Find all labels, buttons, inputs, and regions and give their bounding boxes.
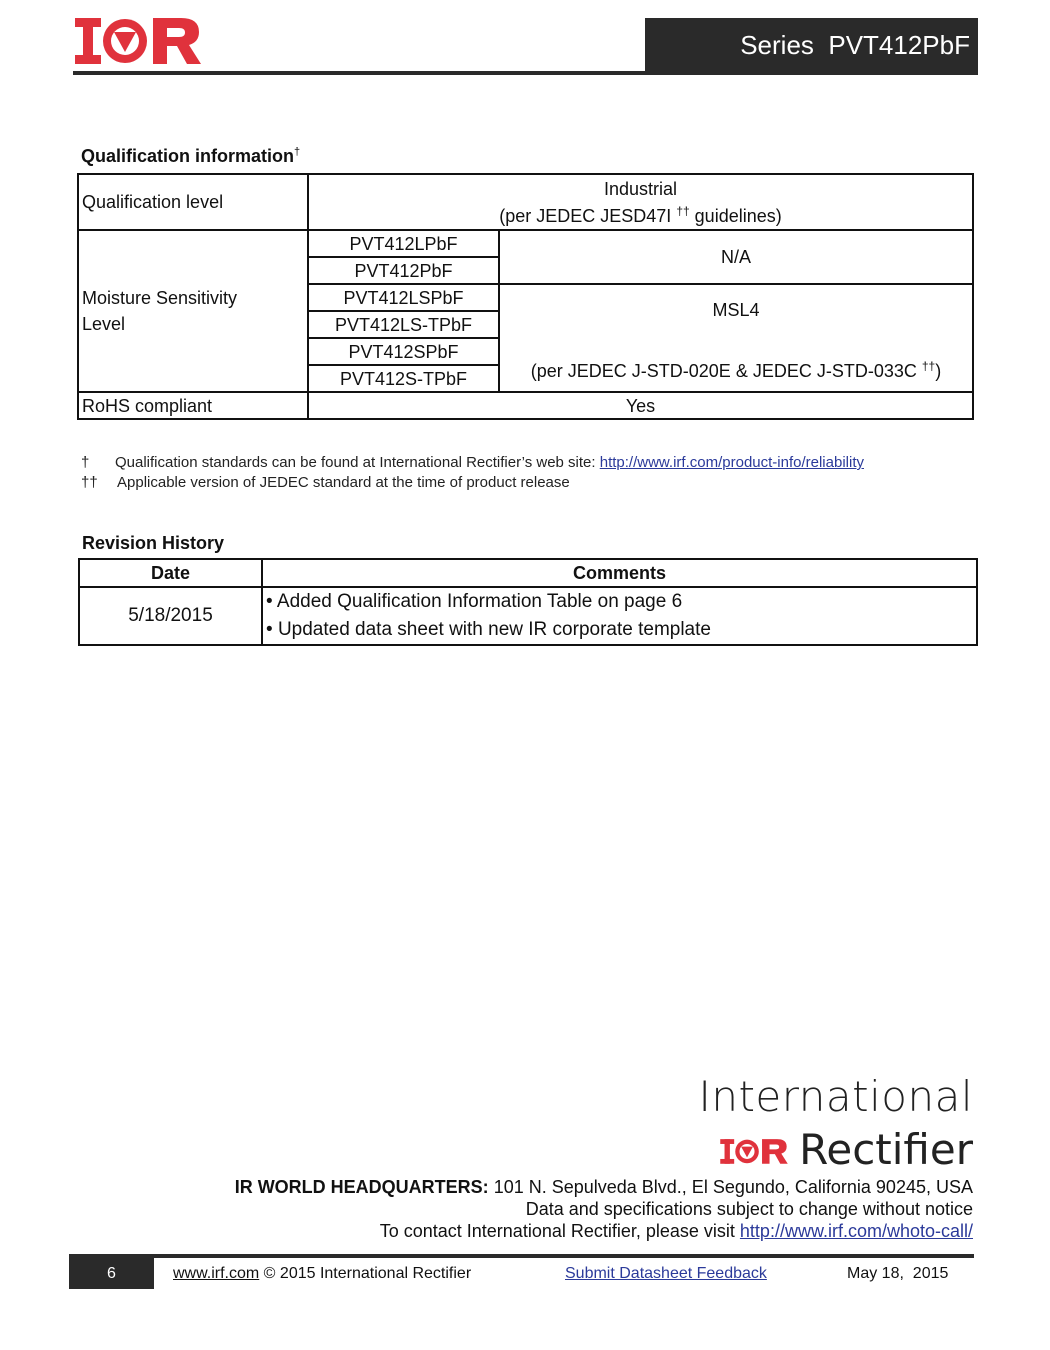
footnote-2: †† Applicable version of JEDEC standard at the time of product release xyxy=(81,474,570,491)
msl-label: Moisture Sensitivity Level xyxy=(78,230,308,392)
part-number: PVT412SPbF xyxy=(308,338,499,365)
brand-international: International xyxy=(698,1072,973,1121)
part-number: PVT412PbF xyxy=(308,257,499,284)
brand-rectifier: Rectifier xyxy=(799,1125,973,1174)
site-link[interactable]: www.irf.com xyxy=(173,1265,260,1282)
qualification-table xyxy=(77,173,974,420)
qualification-level-label: Qualification level xyxy=(78,174,308,230)
table-row xyxy=(78,174,973,230)
table-row xyxy=(78,230,973,257)
feedback-link-wrap xyxy=(565,1265,767,1283)
page-number: 6 xyxy=(107,1264,116,1282)
headquarters-address: IR WORLD HEADQUARTERS: 101 N. Sepulveda Blvd., El Segundo, California 90245, USA xyxy=(234,1177,973,1197)
spec-notice: Data and specifications subject to change without notice xyxy=(525,1199,973,1219)
revision-comments xyxy=(262,587,977,645)
list-item: • Updated data sheet with new IR corporate template xyxy=(266,619,711,640)
revision-date: 5/18/2015 xyxy=(79,587,262,645)
ir-logo xyxy=(73,14,203,70)
qualification-level-value: Industrial (per JEDEC JESD47I †† guidelines) xyxy=(308,174,973,230)
reliability-link[interactable]: http://www.irf.com/product-info/reliability xyxy=(599,454,864,471)
part-number: PVT412LPbF xyxy=(308,230,499,257)
revision-title: Revision History xyxy=(82,533,225,553)
page-number-box xyxy=(69,1258,154,1289)
part-number: PVT412S-TPbF xyxy=(308,365,499,392)
msl-value: MSL4 (per JEDEC J-STD-020E & JEDEC J-STD-033C ††) xyxy=(499,284,973,392)
column-header-date: Date xyxy=(79,559,262,587)
series-title: Series PVT412PbF xyxy=(740,30,970,60)
table-row xyxy=(79,587,977,645)
submit-feedback-link[interactable]: Submit Datasheet Feedback xyxy=(565,1265,767,1282)
footer-copyright: www.irf.com © 2015 International Rectifier xyxy=(173,1265,472,1282)
msl-na-value: N/A xyxy=(499,230,973,284)
part-number: PVT412LSPbF xyxy=(308,284,499,311)
footnote-1: † Qualification standards can be found at International Rectifier’s web site: http://www.irf.com/product-info/reliability xyxy=(81,454,864,471)
footer-rule xyxy=(69,1254,974,1258)
footer-date: May 18, 2015 xyxy=(847,1265,949,1282)
column-header-comments: Comments xyxy=(262,559,977,587)
brand-rectifier-row xyxy=(715,1125,973,1174)
contact-line: To contact International Rectifier, please visit http://www.irf.com/whoto-call/ xyxy=(379,1221,973,1241)
qualification-title: Qualification information† xyxy=(81,146,301,166)
part-number: PVT412LS-TPbF xyxy=(308,311,499,338)
table-row xyxy=(78,392,973,419)
revision-table xyxy=(78,558,978,646)
rohs-label: RoHS compliant xyxy=(78,392,308,419)
list-item: • Added Qualification Information Table on page 6 xyxy=(266,591,683,612)
series-title-box xyxy=(645,18,978,73)
ir-logo-small xyxy=(715,1137,793,1167)
table-header-row xyxy=(79,559,977,587)
rohs-value: Yes xyxy=(308,392,973,419)
contact-link[interactable]: http://www.irf.com/whoto-call/ xyxy=(739,1221,973,1241)
